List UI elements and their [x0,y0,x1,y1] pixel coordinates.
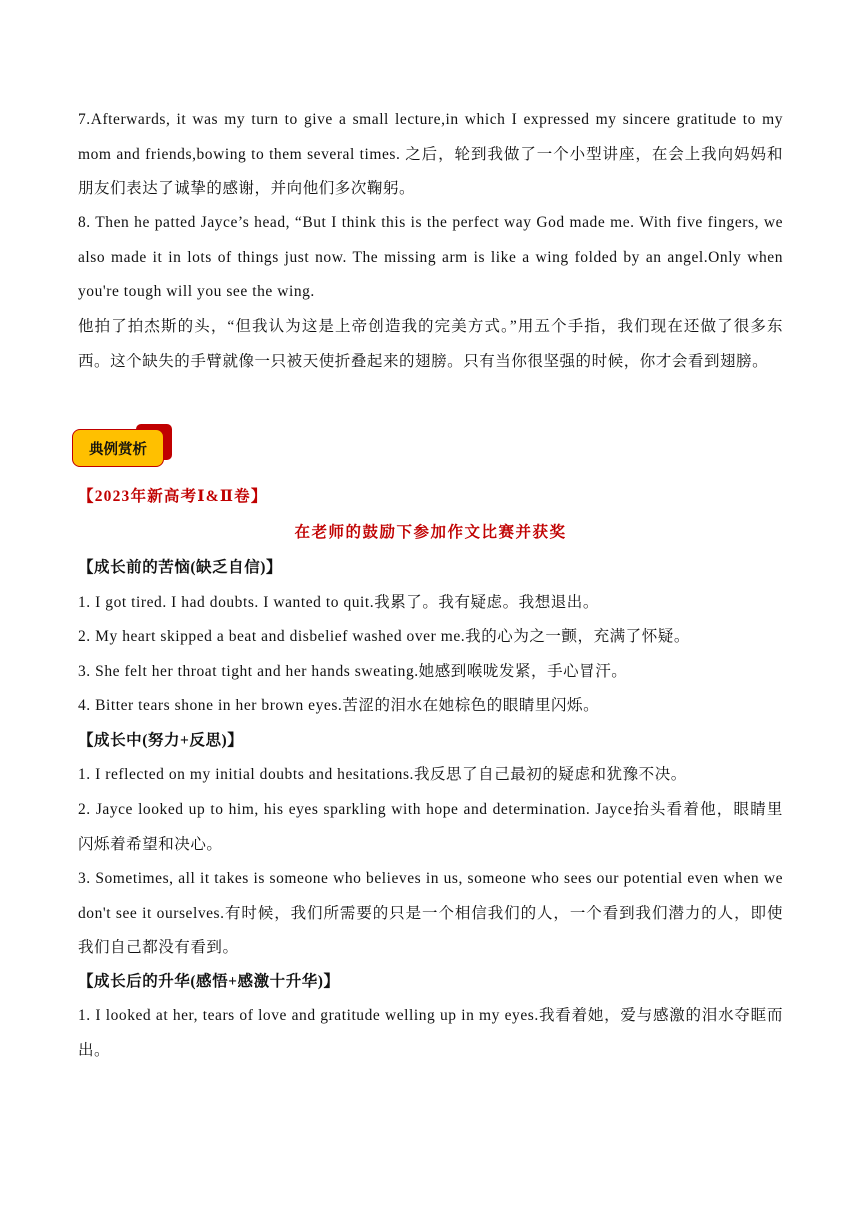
list-item: 4. Bitter tears shone in her brown eyes.苦涩的泪水在她棕色的眼睛里闪烁。 [78,697,600,714]
section-heading-during: 【成长中(努力+反思)】 [78,732,244,749]
list-item: 2. My heart skipped a beat and disbelief washed over me.我的心为之一颤，充满了怀疑。 [78,628,690,645]
list-item: 3. She felt her throat tight and her hands sweating.她感到喉咙发紧，手心冒汗。 [78,663,628,680]
list-item: 1. I looked at her, tears of love and gratitude welling up in my eyes.我看着她，爱与感激的泪水夺眶而出。 [78,1007,783,1059]
paragraph-7 [78,103,783,207]
list-item: 1. I reflected on my initial doubts and hesitations.我反思了自己最初的疑虑和犹豫不决。 [78,766,687,783]
paragraph-7-chinese: 之后，轮到我做了一个小型讲座，在会上我向妈妈和朋友们表达了诚挚的感谢，并向他们多次鞠躬。 [78,145,783,197]
paragraph-8-chinese: 他拍了拍杰斯的头，“但我认为这是上帝创造我的完美方式。”用五个手指，我们现在还做了很多东西。这个缺失的手臂就像一只被天使折叠起来的翅膀。只有当你很坚强的时候，你才会看到翅膀。 [78,318,783,370]
list-item: 2. Jayce looked up to him, his eyes sparkling with hope and determination. Jayce抬头看着他，眼睛里闪烁着希望和决心。 [78,801,783,853]
list-item: 3. Sometimes, all it takes is someone who believes in us, someone who sees our potential even when we don't see it ourselves.有时候，我们所需要的只是一个相信我们的人，一个看到我们潜力的人，即使我们自己都没有看到。 [78,870,783,956]
list-item: 1. I got tired. I had doubts. I wanted to quit.我累了。我有疑虑。我想退出。 [78,594,599,611]
section-heading-before: 【成长前的苦恼(缺乏自信)】 [78,559,283,576]
essay-title: 在老师的鼓励下参加作文比赛并获奖 [294,524,567,541]
badge-label: 典例赏析 [72,429,164,467]
section-heading-after: 【成长后的升华(感悟+感激十升华)】 [78,973,340,990]
section-badge [72,424,174,470]
paragraph-8-english: 8. Then he patted Jayce’s head, “But I think this is the perfect way God made me. With five fingers, we also made it in lots of things just now. The missing arm is like a wing folded by an angel.Only when you're tough will you see the wing. [78,214,783,300]
paragraph-7-english: 7.Afterwards, it was my turn to give a small lecture,in which I expressed my sincere gratitude to my mom and friends,bowing to them several times. [78,111,783,163]
exam-source: 【2023年新高考Ⅰ&Ⅱ卷】 [78,488,268,505]
